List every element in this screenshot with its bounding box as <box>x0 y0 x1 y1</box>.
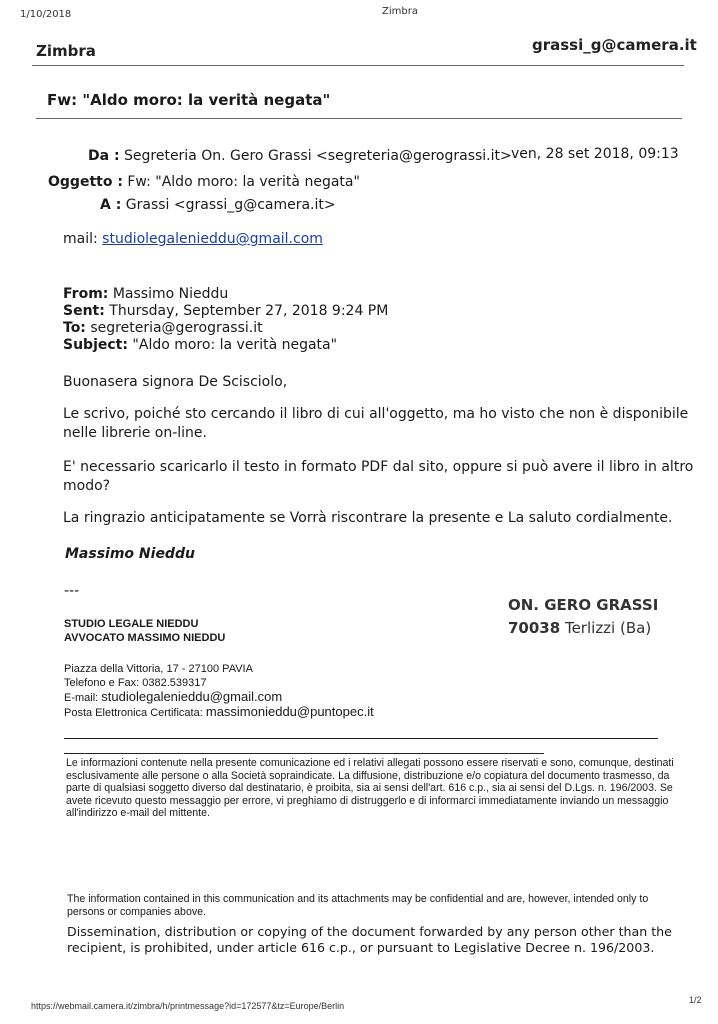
mail-row <box>63 231 323 247</box>
fwd-to-label: To: <box>63 320 86 336</box>
signature-separator: --- <box>64 583 80 599</box>
paragraph-2 <box>63 458 693 496</box>
fwd-sent-row <box>63 303 388 320</box>
mail-link[interactable]: studiolegalenieddu@gmail.com <box>102 231 323 247</box>
firm-pec-row <box>64 705 374 720</box>
fwd-to-value: segreteria@gerograssi.it <box>90 320 263 336</box>
to-value: Grassi <grassi_g@camera.it> <box>125 197 336 213</box>
fwd-to-row <box>63 320 388 337</box>
firm-email-value: studiolegalenieddu@gmail.com <box>101 689 283 704</box>
paragraph-1-line-2: nelle librerie on-line. <box>63 425 207 441</box>
print-url: https://webmail.camera.it/zimbra/h/printmessage?id=172577&tz=Europe/Berlin <box>31 1001 345 1011</box>
firm-contacts <box>64 662 374 720</box>
paragraph-2-line-2: modo? <box>63 478 111 494</box>
firm-line-1: STUDIO LEGALE NIEDDU <box>64 618 199 630</box>
print-app-name: Zimbra <box>382 6 418 17</box>
page-number: 1/2 <box>689 995 702 1005</box>
title-divider <box>36 118 682 119</box>
firm-email-label: E-mail: <box>64 692 99 704</box>
zimbra-brand: Zimbra <box>36 42 96 60</box>
paragraph-1 <box>63 405 688 443</box>
greeting: Buonasera signora De Scisciolo, <box>63 374 288 390</box>
signature: Massimo Nieddu <box>65 546 195 562</box>
firm-phone: Telefono e Fax: 0382.539317 <box>64 677 207 689</box>
subject-value: Fw: "Aldo moro: la verità negata" <box>127 174 360 190</box>
fwd-subject-row <box>63 337 388 354</box>
fwd-subject-value: "Aldo moro: la verità negata" <box>132 337 338 353</box>
disclaimer-rule-2 <box>64 753 544 754</box>
recipient-stamp <box>508 594 658 640</box>
print-date: 1/10/2018 <box>20 9 72 20</box>
disclaimer-italian: Le informazioni contenute nella presente comunicazione ed i relativi allegati possono essere riservati e sono, comunque, destinati esclusivamente alle persone o alla Società sopraindicate. La diffusione, distribuzione e/o copiatura del documento trasmesso, da parte di qualsiasi soggetto diverso dal destinatario, è proibita, sia ai sensi dell'art. 616 c.p., sia ai sensi del D.Lgs. n. 196/2003. Se avete ricevuto questo messaggio per errore, vi preghiamo di distruggerlo e di informarci immediatamente inviando un messaggio all'indirizzo e-mail del mittente. <box>66 757 674 819</box>
from-label: Da : <box>88 148 120 164</box>
firm-name <box>64 617 225 645</box>
forwarded-header <box>63 286 388 354</box>
disclaimer-english-small: The information contained in this communication and its attachments may be confidential and are, however, intended only to persons or companies above. <box>67 893 649 918</box>
paragraph-2-line-1: E' necessario scaricarlo il testo in formato PDF dal sito, oppure si può avere il libro in altro <box>63 459 694 475</box>
fwd-from-label: From: <box>63 286 109 302</box>
stamp-line-2 <box>508 617 658 640</box>
firm-email-row <box>64 690 374 705</box>
account-email: grassi_g@camera.it <box>532 36 697 54</box>
firm-pec-value: massimonieddu@puntopec.it <box>205 704 374 719</box>
firm-address: Piazza della Vittoria, 17 - 27100 PAVIA <box>64 663 253 675</box>
paragraph-3: La ringrazio anticipatamente se Vorrà riscontrare la presente e La saluto cordialmente. <box>63 510 673 526</box>
stamp-line-1: ON. GERO GRASSI <box>508 596 659 614</box>
fwd-from-value: Massimo Nieddu <box>112 286 229 302</box>
message-date: ven, 28 set 2018, 09:13 <box>511 146 679 162</box>
message-title: Fw: "Aldo moro: la verità negata" <box>47 91 331 109</box>
disclaimer-english-large: Dissemination, distribution or copying of the document forwarded by any person other than the recipient, is prohibited, under article 616 c.p., or pursuant to Legislative Decree n. 196/2003. <box>67 924 672 955</box>
firm-line-2: AVVOCATO MASSIMO NIEDDU <box>64 632 226 644</box>
subject-row <box>48 174 360 190</box>
to-label: A : <box>100 197 122 213</box>
firm-pec-label: Posta Elettronica Certificata: <box>64 707 203 719</box>
fwd-sent-label: Sent: <box>63 303 105 319</box>
subject-label: Oggetto : <box>48 174 123 190</box>
disclaimer-rule-1 <box>64 738 658 739</box>
fwd-from-row <box>63 286 388 303</box>
from-row <box>88 148 512 164</box>
header-divider <box>32 65 684 66</box>
to-row <box>100 197 336 213</box>
fwd-subject-label: Subject: <box>63 337 128 353</box>
stamp-postcode: 70038 <box>508 619 561 637</box>
stamp-city: Terlizzi (Ba) <box>564 619 652 637</box>
mail-label: mail: <box>63 231 98 247</box>
from-value: Segreteria On. Gero Grassi <segreteria@gerograssi.it> <box>124 148 512 164</box>
fwd-sent-value: Thursday, September 27, 2018 9:24 PM <box>109 303 389 319</box>
paragraph-1-line-1: Le scrivo, poiché sto cercando il libro di cui all'oggetto, ma ho visto che non è disponibile <box>63 406 689 422</box>
